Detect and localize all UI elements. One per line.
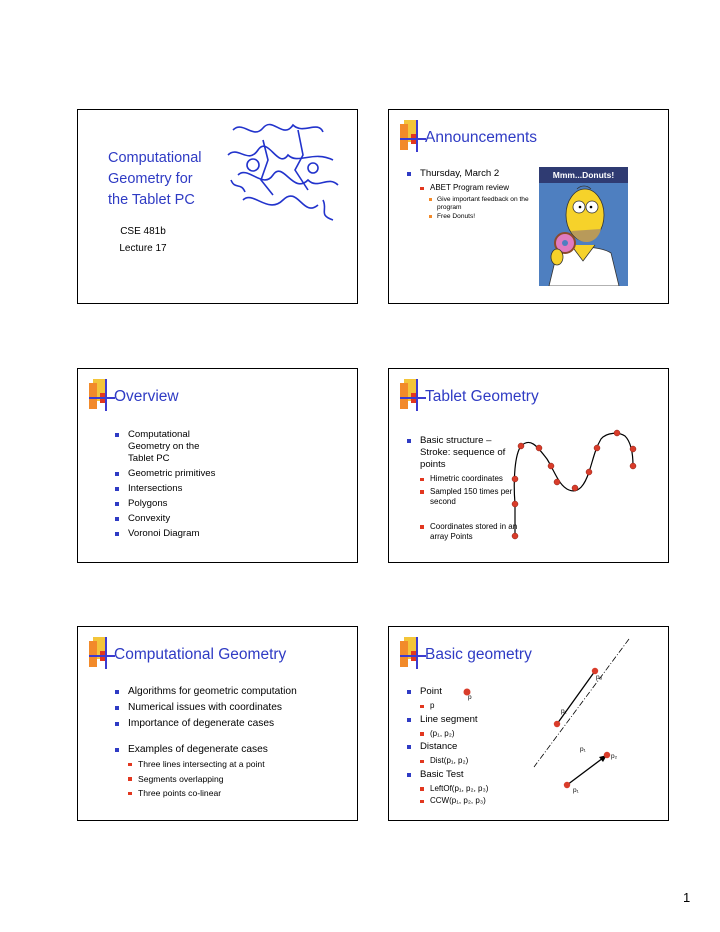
bullet: Convexity [115,513,225,525]
bullet: Give important feedback on the program [429,196,532,212]
label-p1-top: p₁ [561,708,567,715]
slide-title: Announcements [425,129,538,146]
bullet: Computational Geometry on the Tablet PC [115,429,225,465]
slide-2 [388,109,669,304]
bullet: Dist(p₁, p₂) [420,756,537,767]
slide-title: Tablet Geometry [425,388,539,405]
slide-6 [388,626,669,821]
label-p2: p₂ [611,753,618,760]
bullet: Segments overlapping [128,774,355,785]
bullet: Line segment [407,714,537,726]
bullet: Examples of degenerate cases [115,744,355,756]
label-p: p [468,694,472,701]
bullet: Numerical issues with coordinates [115,702,355,714]
bullet: Sampled 150 times per second [420,487,522,508]
slide-title: Overview [114,388,179,405]
homer-drawing [539,183,628,286]
slide-title: Computational Geometry [114,646,287,663]
geometry-diagram [529,627,659,817]
bullet: Intersections [115,483,225,495]
bullet: Geometric primitives [115,468,225,480]
bullet: Three lines intersecting at a point [128,759,355,770]
bullet: Voronoi Diagram [115,528,225,540]
slide-5 [77,626,358,821]
slide-4 [388,368,669,563]
bullet: Himetric coordinates [420,474,522,485]
slide-1-lecture: Lecture 17 [119,243,167,254]
ink-drawing [223,120,343,230]
slide-1 [77,109,358,304]
bullet: ABET Program review [420,183,532,194]
bullet: Three points co-linear [128,788,355,799]
bullet: Basic Test [407,769,537,781]
slide-1-course: CSE 481b [120,226,166,237]
bullet: Thursday, March 2 [407,168,532,180]
label-p1-bottom: p₁ [573,787,579,794]
bullet: p [420,701,537,712]
bullet: Polygons [115,498,225,510]
bullet: Free Donuts! [429,213,532,221]
bullet: Basic structure – Stroke: sequence of points [407,435,522,471]
slide-title: Basic geometry [425,646,532,663]
bullet: LeftOf(p₁, p₂, p₃) [420,784,537,795]
image-caption: Mmm...Donuts! [539,167,628,183]
bullet: Algorithms for geometric computation [115,686,355,698]
homer-image [539,167,628,286]
label-p1-mid: p₁ [580,746,586,753]
bullet: Importance of degenerate cases [115,718,355,730]
bullet: Point [407,686,537,698]
bullet: Coordinates stored in an array Points [420,522,522,543]
slide-3 [77,368,358,563]
slide-1-title: Computational Geometry for the Tablet PC [108,150,202,208]
bullet: Distance [407,741,537,753]
bullet: (p₁, p₂) [420,729,537,740]
stroke-diagram [507,424,647,544]
page-number: 1 [683,890,691,905]
label-p4: p₃ [596,674,603,681]
bullet: CCW(p₁, p₂, p₃) [420,796,537,807]
